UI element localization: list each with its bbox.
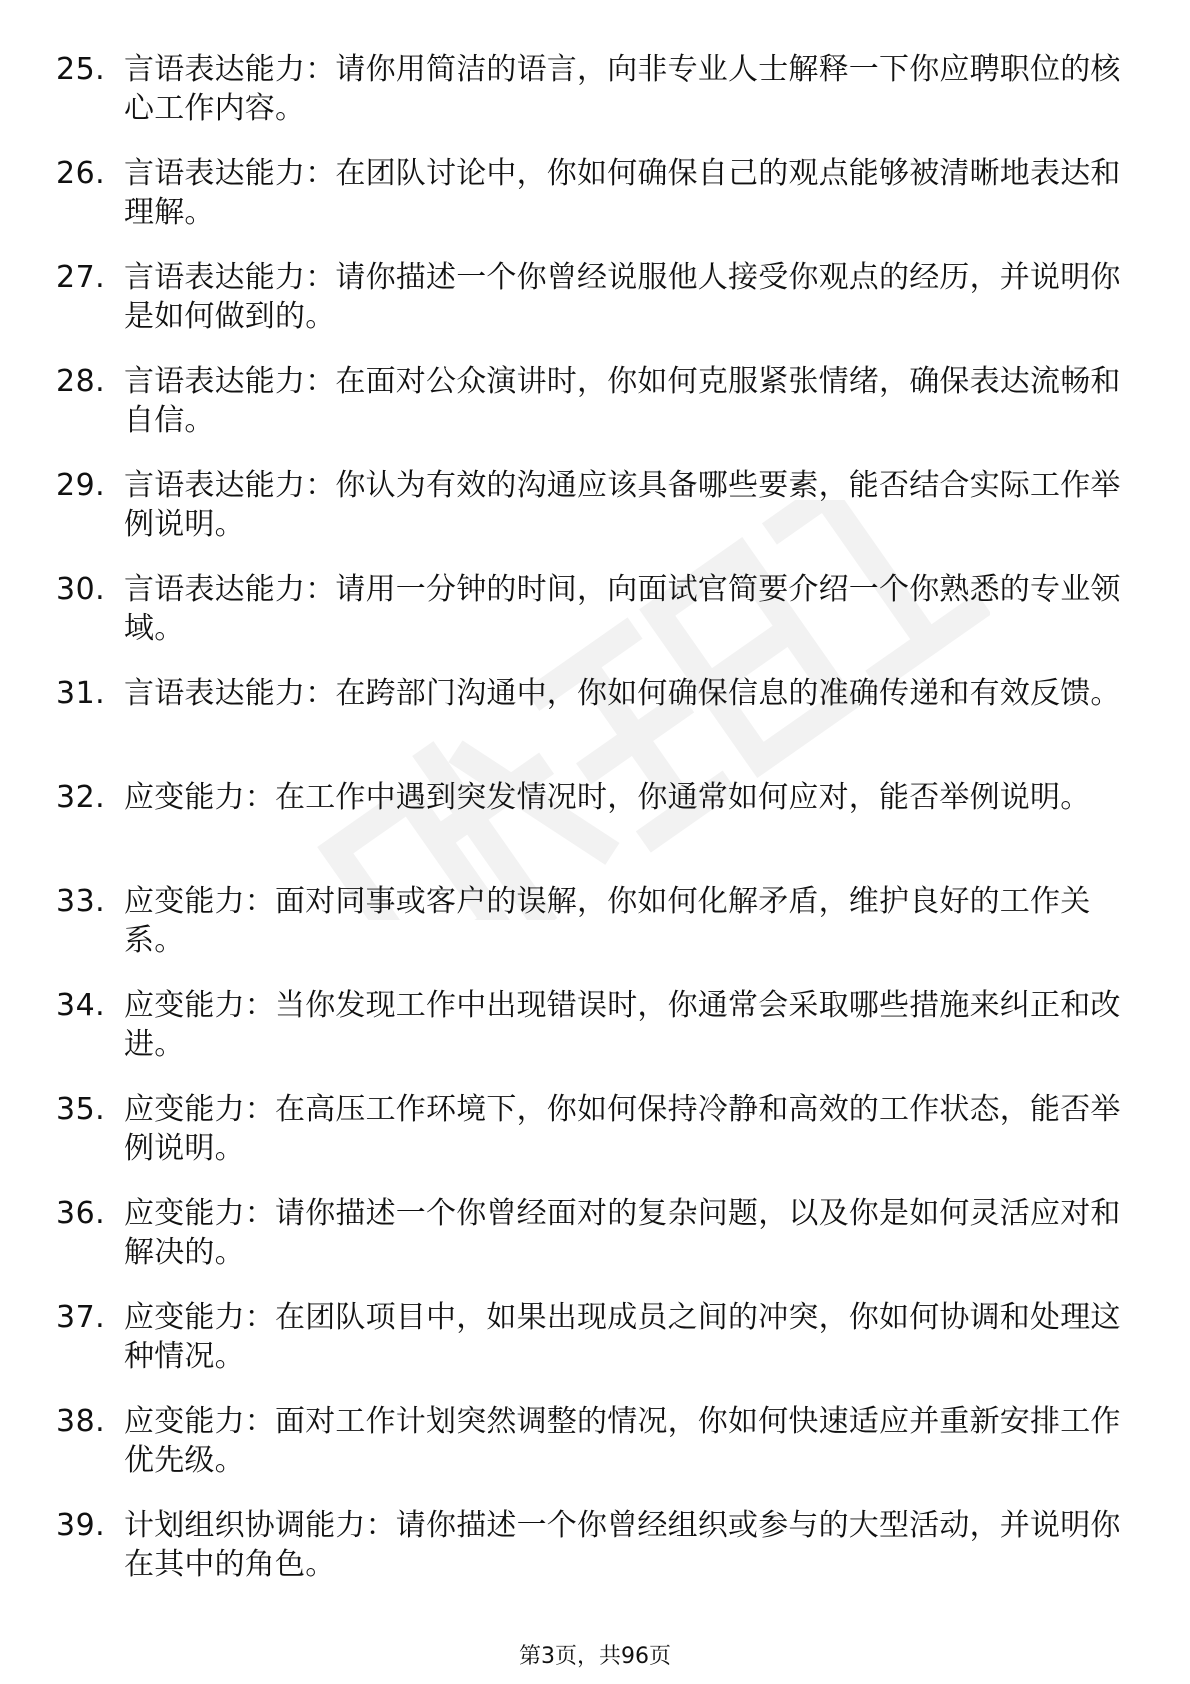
question-text: 言语表达能力：请你用简洁的语言，向非专业人士解释一下你应聘职位的核心工作内容。 [124,52,1121,126]
question-item [56,674,1121,778]
page-footer: 第3页，共96页 [519,1644,671,1669]
question-text: 应变能力：面对工作计划突然调整的情况，你如何快速适应并重新安排工作优先级。 [124,1404,1121,1478]
question-item [56,570,1121,674]
question-number: 34. [56,988,106,1023]
question-item [56,50,1121,154]
question-text: 应变能力：面对同事或客户的误解，你如何化解矛盾，维护良好的工作关系。 [124,884,1091,958]
question-number: 35. [56,1092,106,1127]
question-text: 应变能力：当你发现工作中出现错误时，你通常会采取哪些措施来纠正和改进。 [124,988,1121,1062]
question-item [56,362,1121,466]
question-item [56,986,1121,1090]
question-number: 27. [56,260,106,295]
question-list [56,50,1121,1610]
question-number: 33. [56,884,106,919]
question-item [56,1194,1121,1298]
question-text: 言语表达能力：请用一分钟的时间，向面试官简要介绍一个你熟悉的专业领域。 [124,572,1121,646]
question-item [56,882,1116,986]
question-item [56,1506,1121,1610]
question-number: 31. [56,676,106,711]
question-text: 应变能力：请你描述一个你曾经面对的复杂问题，以及你是如何灵活应对和解决的。 [124,1196,1121,1270]
question-text: 言语表达能力：在跨部门沟通中，你如何确保信息的准确传递和有效反馈。 [124,676,1121,711]
question-item [56,1298,1121,1402]
question-text: 应变能力：在团队项目中，如果出现成员之间的冲突，你如何协调和处理这种情况。 [124,1300,1121,1374]
question-number: 25. [56,52,106,87]
question-number: 26. [56,156,106,191]
question-text: 计划组织协调能力：请你描述一个你曾经组织或参与的大型活动，并说明你在其中的角色。 [124,1508,1121,1582]
question-item [56,154,1121,258]
question-text: 言语表达能力：在面对公众演讲时，你如何克服紧张情绪，确保表达流畅和自信。 [124,364,1121,438]
question-item [56,1402,1121,1506]
question-text: 应变能力：在工作中遇到突发情况时，你通常如何应对，能否举例说明。 [124,780,1091,815]
question-number: 37. [56,1300,106,1335]
question-number: 36. [56,1196,106,1231]
question-number: 29. [56,468,106,503]
question-item [56,1090,1121,1194]
question-number: 28. [56,364,106,399]
question-text: 言语表达能力：你认为有效的沟通应该具备哪些要素，能否结合实际工作举例说明。 [124,468,1121,542]
question-item [56,466,1121,570]
question-number: 38. [56,1404,106,1439]
question-number: 30. [56,572,106,607]
question-number: 32. [56,780,106,815]
question-text: 言语表达能力：在团队讨论中，你如何确保自己的观点能够被清晰地表达和理解。 [124,156,1121,230]
question-text: 言语表达能力：请你描述一个你曾经说服他人接受你观点的经历，并说明你是如何做到的。 [124,260,1121,334]
question-text: 应变能力：在高压工作环境下，你如何保持冷静和高效的工作状态，能否举例说明。 [124,1092,1121,1166]
question-item [56,778,1116,882]
question-number: 39. [56,1508,106,1543]
question-item [56,258,1121,362]
